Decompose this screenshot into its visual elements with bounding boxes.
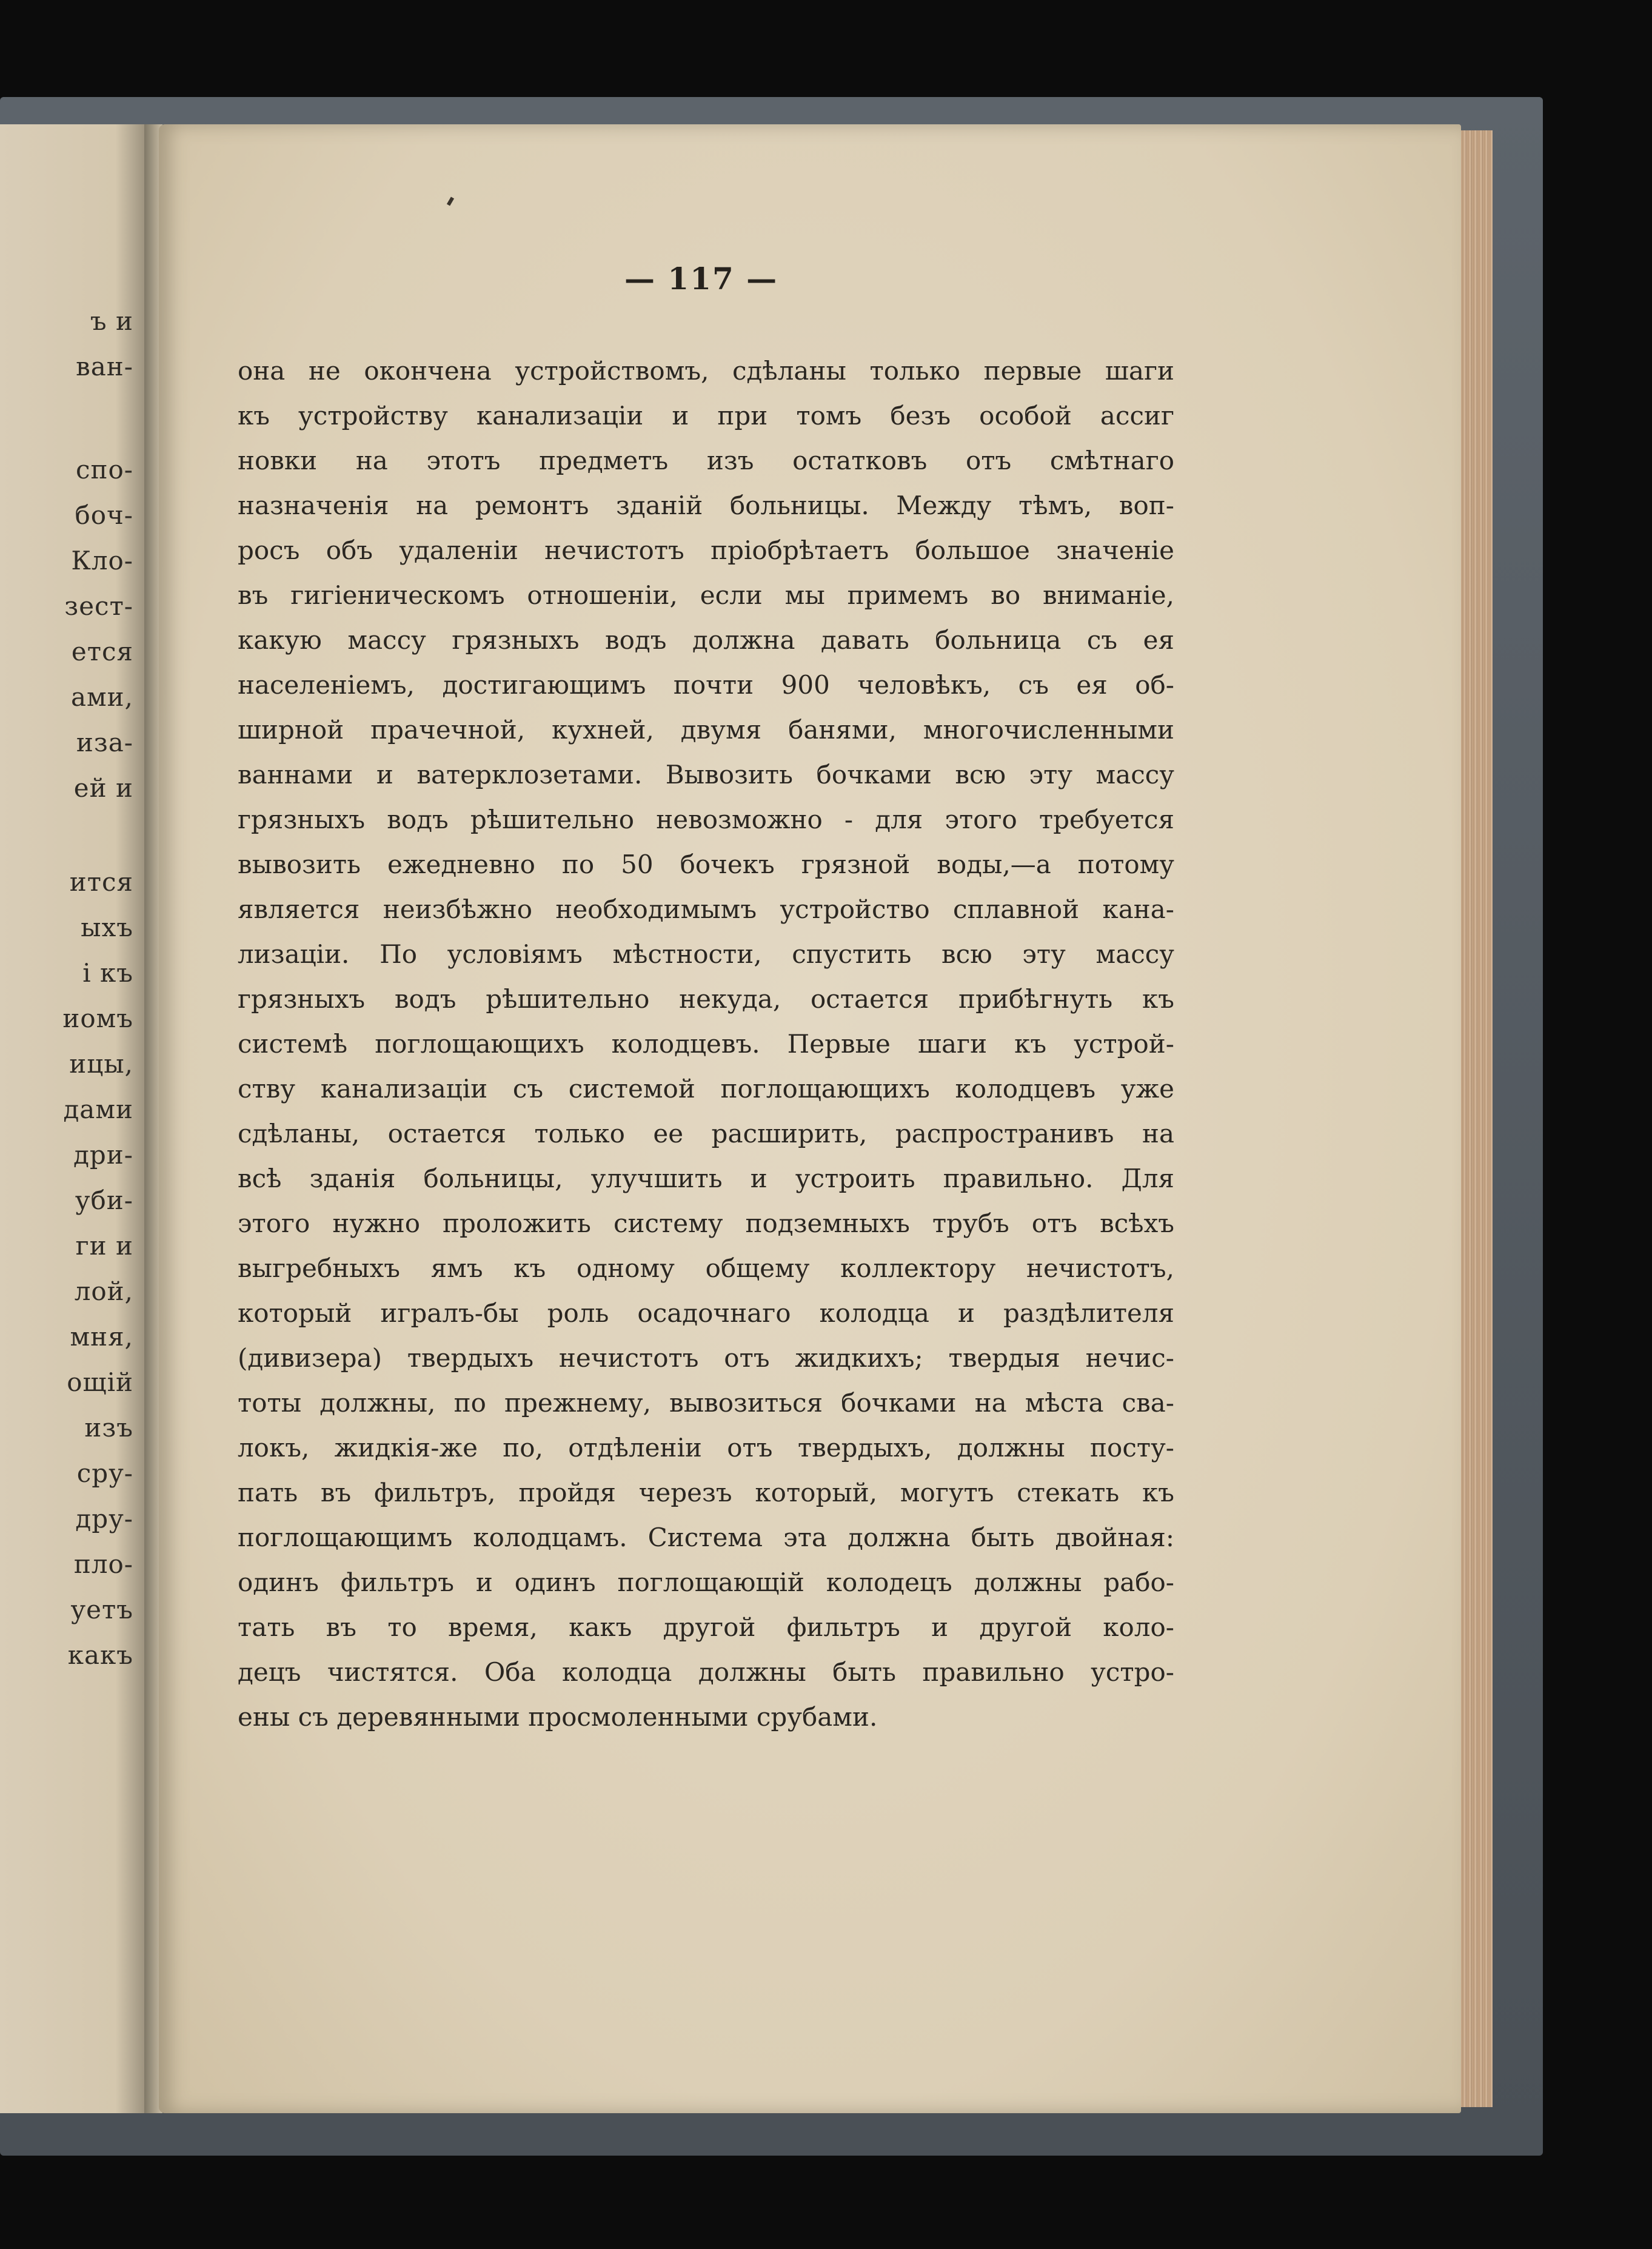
- left-page-fragment: уетъ: [70, 1595, 133, 1624]
- page-number: — 117 —: [624, 261, 778, 297]
- left-page-fragment: изъ: [84, 1413, 133, 1443]
- text-line: лизаціи. По условіямъ мѣстности, спустить всю эту массу: [238, 939, 1174, 969]
- text-line: одинъ фильтръ и одинъ поглощающій колодецъ должны рабо-: [238, 1567, 1174, 1597]
- text-line: ширной прачечной, кухней, двумя банями, многочисленными: [238, 715, 1174, 745]
- text-line: локъ, жидкія-же по, отдѣленіи отъ твердыхъ, должны посту-: [238, 1433, 1174, 1463]
- left-page-fragment: зест-: [64, 591, 133, 621]
- left-page: [0, 124, 144, 2113]
- text-line: сдѣланы, остается только ее расширить, распространивъ на: [238, 1119, 1174, 1148]
- text-line: является неизбѣжно необходимымъ устройство сплавной кана-: [238, 894, 1174, 924]
- left-page-fragment: ей и: [73, 773, 133, 803]
- left-page-fragment: лой,: [74, 1276, 133, 1306]
- left-page-fragment: ван-: [76, 352, 133, 381]
- text-line: выгребныхъ ямъ къ одному общему коллектору нечистотъ,: [238, 1253, 1174, 1283]
- text-line: этого нужно проложить систему подземныхъ трубъ отъ всѣхъ: [238, 1208, 1174, 1238]
- text-line: ству канализаціи съ системой поглощающихъ колодцевъ уже: [238, 1074, 1174, 1104]
- left-page-fragment: боч-: [75, 500, 133, 530]
- text-line: въ гигіеническомъ отношеніи, если мы примемъ во вниманіе,: [238, 580, 1174, 610]
- left-page-fragment: Кло-: [71, 546, 133, 575]
- left-page-fragment: иомъ: [62, 1004, 133, 1033]
- left-page-fragment: дри-: [73, 1140, 133, 1170]
- text-line: грязныхъ водъ рѣшительно некуда, остается прибѣгнуть къ: [238, 984, 1174, 1014]
- page-edges: [1461, 130, 1493, 2107]
- text-line: къ устройству канализаціи и при томъ безъ особой ассиг: [238, 401, 1174, 431]
- left-page-fragment: ется: [71, 637, 133, 666]
- text-line: ваннами и ватерклозетами. Вывозить бочками всю эту массу: [238, 760, 1174, 789]
- left-page-fragment: спо-: [76, 455, 133, 484]
- left-page-fragment: ги и: [75, 1231, 133, 1261]
- text-line: децъ чистятся. Оба колодца должны быть правильно устро-: [238, 1657, 1174, 1687]
- text-line: поглощающимъ колодцамъ. Система эта должна быть двойная:: [238, 1523, 1174, 1552]
- left-page-fragment: сру-: [76, 1458, 133, 1488]
- left-page-fragment: і къ: [82, 958, 133, 988]
- text-line: новки на этотъ предметъ изъ остатковъ отъ смѣтнаго: [238, 446, 1174, 475]
- left-page-fragment: уби-: [75, 1185, 133, 1215]
- text-line: вывозить ежедневно по 50 бочекъ грязной воды,—а потому: [238, 850, 1174, 879]
- left-page-fragment: дру-: [75, 1504, 133, 1533]
- left-page-fragment: ицы,: [69, 1049, 133, 1079]
- text-line: она не окончена устройствомъ, сдѣланы только первые шаги: [238, 356, 1174, 386]
- text-line: который игралъ-бы роль осадочнаго колодца и раздѣлителя: [238, 1298, 1174, 1328]
- text-line: назначенія на ремонтъ зданій больницы. Между тѣмъ, воп-: [238, 491, 1174, 520]
- text-line: тоты должны, по прежнему, вывозиться бочками на мѣста сва-: [238, 1388, 1174, 1418]
- text-line: какую массу грязныхъ водъ должна давать больница съ ея: [238, 625, 1174, 655]
- left-page-fragment: ится: [69, 867, 133, 897]
- text-line: пать въ фильтръ, пройдя черезъ который, могутъ стекать къ: [238, 1478, 1174, 1507]
- left-page-fragment: мня,: [70, 1322, 133, 1352]
- left-page-fragment: дами: [63, 1094, 133, 1124]
- left-page-fragment: иза-: [76, 728, 133, 757]
- left-page-fragment: ыхъ: [81, 913, 133, 942]
- text-line: тать въ то время, какъ другой фильтръ и другой коло-: [238, 1612, 1174, 1642]
- body-text: [238, 349, 1174, 1740]
- left-page-fragment: ами,: [70, 682, 133, 712]
- left-page-fragment: ъ и: [90, 306, 133, 336]
- text-line: системѣ поглощающихъ колодцевъ. Первые шаги къ устрой-: [238, 1029, 1174, 1059]
- text-line: грязныхъ водъ рѣшительно невозможно - для этого требуется: [238, 805, 1174, 834]
- text-line: всѣ зданія больницы, улучшить и устроить правильно. Для: [238, 1164, 1174, 1193]
- left-page-fragment: какъ: [67, 1640, 133, 1670]
- text-line: (дивизера) твердыхъ нечистотъ отъ жидкихъ; твердыя нечис-: [238, 1343, 1174, 1373]
- left-page-fragment: ощій: [67, 1367, 133, 1397]
- left-page-fragment: пло-: [73, 1549, 133, 1579]
- text-line: росъ объ удаленіи нечистотъ пріобрѣтаетъ большое значеніе: [238, 535, 1174, 565]
- text-line: ены съ деревянными просмоленными срубами.: [238, 1702, 878, 1732]
- text-line: населеніемъ, достигающимъ почти 900 человѣкъ, съ ея об-: [238, 670, 1174, 700]
